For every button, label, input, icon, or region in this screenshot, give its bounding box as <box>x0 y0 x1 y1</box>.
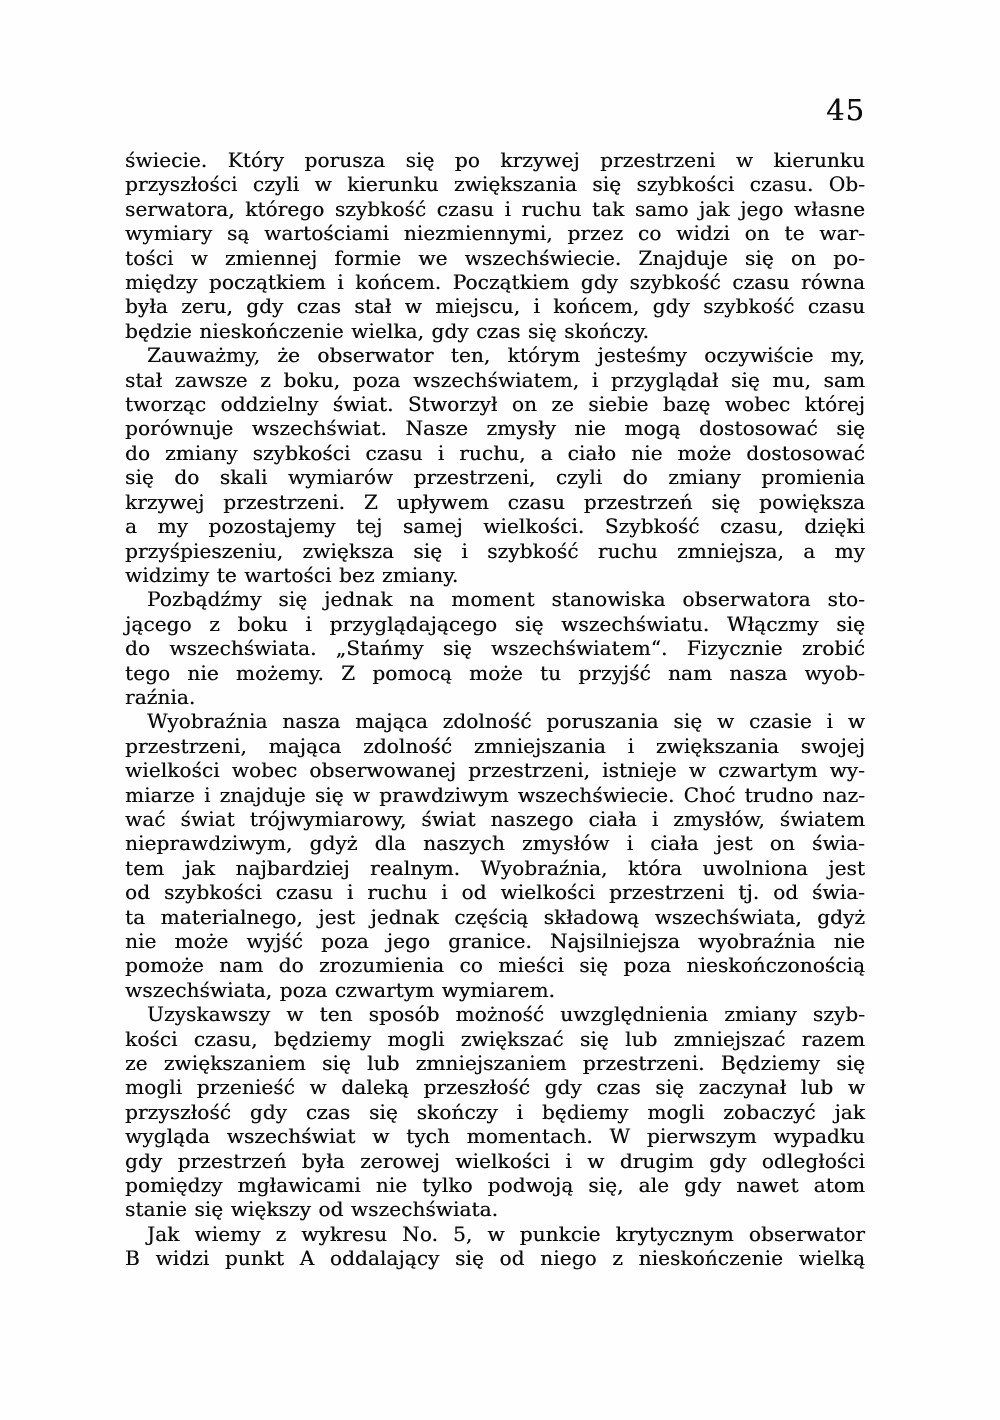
text-line: ze zwiększaniem się lub zmniejszaniem przestrzeni. Będziemy się <box>125 1051 865 1076</box>
text-line: będzie nieskończenie wielka, gdy czas się skończy. <box>125 318 649 343</box>
text-line: wszechświata, poza czwartym wymiarem. <box>125 977 556 1002</box>
text-line: Uzyskawszy w ten sposób możność uwzględnienia zmiany szyb- <box>147 1002 865 1027</box>
text-line: krzywej przestrzeni. Z upływem czasu przestrzeń się powiększa <box>125 489 865 514</box>
text-line: wać świat trójwymiarowy, świat naszego ciała i zmysłów, światem <box>125 806 865 831</box>
paragraph <box>125 587 865 709</box>
text-line: stał zawsze z boku, poza wszechświatem, i przyglądał się mu, sam <box>125 367 865 392</box>
paragraph <box>125 709 865 1002</box>
text-line: się do skali wymiarów przestrzeni, czyli do zmiany promienia <box>125 465 865 490</box>
text-line: do zmiany szybkości czasu i ruchu, a ciało nie może dostosować <box>125 440 865 465</box>
text-line: raźnia. <box>125 684 196 709</box>
text-line: przestrzeni, mająca zdolność zmniejszania i zwiększania swojej <box>125 733 865 758</box>
text-line: widzimy te wartości bez zmiany. <box>125 562 459 587</box>
paragraph <box>125 148 865 343</box>
text-line: miarze i znajduje się w prawdziwym wszechświecie. Choć trudno naz- <box>125 782 865 807</box>
text-line: przyszłość gdy czas się skończy i będiemy mogli zobaczyć jak <box>125 1099 865 1124</box>
paragraph <box>125 1222 865 1271</box>
text-line: pomiędzy mgławicami nie tylko podwoją się, ale gdy nawet atom <box>125 1173 865 1198</box>
text-line: wielkości wobec obserwowanej przestrzeni, istnieje w czwartym wy- <box>125 758 865 783</box>
text-line: nie może wyjść poza jego granice. Najsilniejsza wyobraźnia nie <box>125 929 865 953</box>
text-line: mogli przenieść w daleką przeszłość gdy czas się zaczynał lub w <box>125 1075 865 1100</box>
text-line: tem jak najbardziej realnym. Wyobraźnia, która uwolniona jest <box>125 855 865 880</box>
text-line: B widzi punkt A oddalający się od niego z nieskończenie wielką <box>125 1246 865 1271</box>
text-line: Wyobraźnia nasza mająca zdolność poruszania się w czasie i w <box>147 709 865 734</box>
text-line: tworząc oddzielny świat. Stworzył on ze siebie bazę wobec której <box>125 392 865 417</box>
text-line: przyśpieszeniu, zwiększa się i szybkość ruchu zmniejsza, a my <box>125 538 865 563</box>
text-line: pomoże nam do zrozumienia co mieści się poza nieskończonością <box>125 953 865 978</box>
text-line: a my pozostajemy tej samej wielkości. Szybkość czasu, dzięki <box>125 514 865 539</box>
text-line: ta materialnego, jest jednak częścią składową wszechświata, gdyż <box>125 904 865 929</box>
text-line: Zauważmy, że obserwator ten, którym jesteśmy oczywiście my, <box>147 343 865 368</box>
text-line: przyszłości czyli w kierunku zwiększania się szybkości czasu. Ob- <box>125 172 865 197</box>
text-line: gdy przestrzeń była zerowej wielkości i w drugim gdy odległości <box>125 1148 865 1173</box>
text-line: tości w zmiennej formie we wszechświecie. Znajduje się on po- <box>125 245 865 270</box>
text-line: tego nie możemy. Z pomocą może tu przyjść nam nasza wyob- <box>125 660 865 685</box>
body-text <box>125 148 865 1271</box>
text-line: do wszechświata. „Stańmy się wszechświatem“. Fizycznie zrobić <box>125 636 865 661</box>
text-line: kości czasu, będziemy mogli zwiększać się lub zmniejszać razem <box>125 1026 865 1051</box>
paragraph <box>125 1002 865 1222</box>
text-line: Jak wiemy z wykresu No. 5, w punkcie krytycznym obserwator <box>147 1221 865 1246</box>
text-line: była zeru, gdy czas stał w miejscu, i końcem, gdy szybkość czasu <box>125 294 865 319</box>
text-line: Pozbądźmy się jednak na moment stanowiska obserwatora sto- <box>147 587 865 612</box>
text-line: porównuje wszechświat. Nasze zmysły nie mogą dostosować się <box>125 416 865 441</box>
text-line: świecie. Który porusza się po krzywej przestrzeni w kierunku <box>125 148 865 172</box>
text-line: wymiary są wartościami niezmiennymi, przez co widzi on te war- <box>125 221 865 246</box>
text-line: jącego z boku i przyglądającego się wszechświatu. Włączmy się <box>125 611 865 636</box>
text-line: stanie się większy od wszechświata. <box>125 1197 499 1222</box>
page-number: 45 <box>826 93 865 127</box>
text-line: między początkiem i końcem. Początkiem gdy szybkość czasu równa <box>125 270 865 295</box>
paragraph <box>125 343 865 587</box>
text-line: od szybkości czasu i ruchu i od wielkości przestrzeni tj. od świa- <box>125 880 865 905</box>
text-line: wygląda wszechświat w tych momentach. W pierwszym wypadku <box>125 1124 865 1149</box>
text-line: serwatora, którego szybkość czasu i ruchu tak samo jak jego własne <box>125 196 865 221</box>
text-line: nieprawdziwym, gdyż dla naszych zmysłów i ciała jest on świa- <box>125 831 865 856</box>
